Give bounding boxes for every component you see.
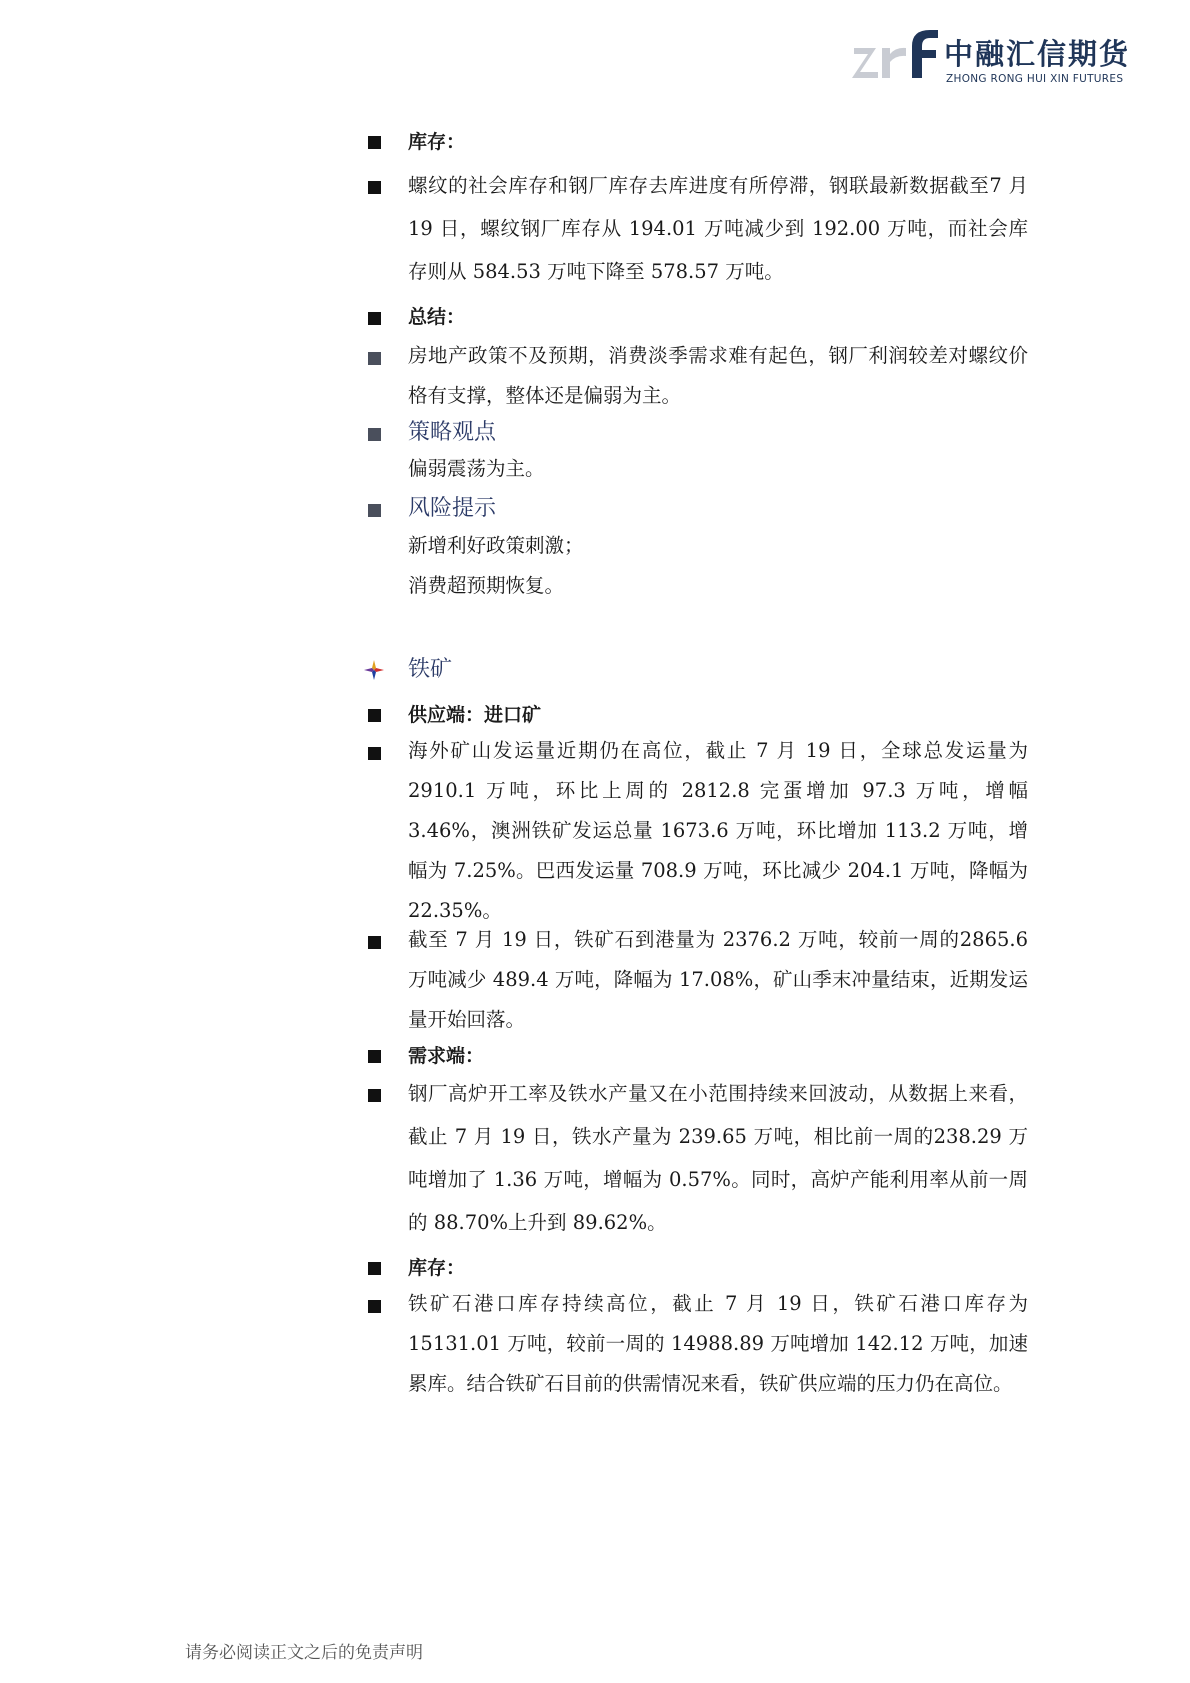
square-bullet-icon: [368, 936, 381, 949]
square-bullet-icon: [368, 1089, 381, 1102]
square-bullet-icon: [368, 1262, 381, 1275]
risk-item: 消费超预期恢复。: [408, 574, 565, 597]
company-name-en: ZHONG RONG HUI XIN FUTURES: [946, 73, 1124, 85]
square-bullet-icon: [368, 181, 381, 194]
iron-inventory-text: 铁矿石港口库存持续高位，截止 7 月 19 日，铁矿石港口库存为15131.01 万吨，较前一周的 14988.89 万吨增加 142.12 万吨，加速累库。结合铁矿石目前的供需情况来看，铁矿供应端的压力仍在高位。: [408, 1292, 1028, 1395]
strategy-heading: 策略观点: [408, 420, 497, 445]
iron-demand-label: 需求端：: [408, 1045, 485, 1067]
iron-supply-text-2: 截至 7 月 19 日，铁矿石到港量为 2376.2 万吨，较前一周的2865.6 万吨减少 489.4 万吨，降幅为 17.08%，矿山季末冲量结束，近期发运量开始回落。: [408, 928, 1028, 1031]
square-bullet-icon: [368, 709, 381, 722]
square-bullet-icon: [368, 747, 381, 760]
rebar-inventory-text: 螺纹的社会库存和钢厂库存去库进度有所停滞，钢联最新数据截至7 月 19 日，螺纹钢厂库存从 194.01 万吨减少到 192.00 万吨，而社会库存则从 584.53 万吨下降至 578.57 万吨。: [408, 174, 1028, 283]
iron-inventory-label: 库存：: [408, 1257, 466, 1279]
square-bullet-icon: [368, 428, 381, 441]
rebar-summary-text: 房地产政策不及预期，消费淡季需求难有起色，钢厂利润较差对螺纹价格有支撑，整体还是偏弱为主。: [408, 344, 1028, 407]
square-bullet-icon: [368, 352, 381, 365]
company-name-cn: 中融汇信期货: [944, 37, 1131, 71]
iron-supply-text-1: 海外矿山发运量近期仍在高位，截止 7 月 19 日，全球总发运量为2910.1 万吨，环比上周的 2812.8 完蛋增加 97.3 万吨，增幅3.46%，澳洲铁矿发运总量 1673.6 万吨，环比增加 113.2 万吨，增幅为 7.25%。巴西发运量 708.9 万吨，环比减少 204.1 万吨，降幅为 22.35%。: [408, 739, 1028, 922]
iron-ore-section-title: 铁矿: [408, 657, 453, 682]
square-bullet-icon: [368, 1050, 381, 1063]
iron-demand-text: 钢厂高炉开工率及铁水产量又在小范围持续来回波动，从数据上来看，截止 7 月 19 日，铁水产量为 239.65 万吨，相比前一周的238.29 万吨增加了 1.36 万吨，增幅为 0.57%。同时，高炉产能利用率从前一周的 88.70%上升到 89.62%。: [408, 1082, 1028, 1234]
company-logo: [852, 26, 1132, 88]
risk-item: 新增利好政策刺激；: [408, 534, 584, 557]
square-bullet-icon: [368, 312, 381, 325]
square-bullet-icon: [368, 136, 381, 149]
zrf-logo-mark-icon: [852, 26, 942, 86]
square-bullet-icon: [368, 1300, 381, 1313]
rebar-inventory-label: 库存：: [408, 131, 466, 153]
square-bullet-icon: [368, 504, 381, 517]
rebar-summary-label: 总结：: [408, 306, 466, 328]
risk-heading: 风险提示: [408, 496, 497, 521]
strategy-text: 偏弱震荡为主。: [408, 457, 545, 480]
section-marker-icon: [364, 660, 384, 680]
footer-disclaimer: 请务必阅读正文之后的免责声明: [185, 1643, 423, 1663]
iron-supply-label: 供应端：进口矿: [408, 704, 542, 726]
